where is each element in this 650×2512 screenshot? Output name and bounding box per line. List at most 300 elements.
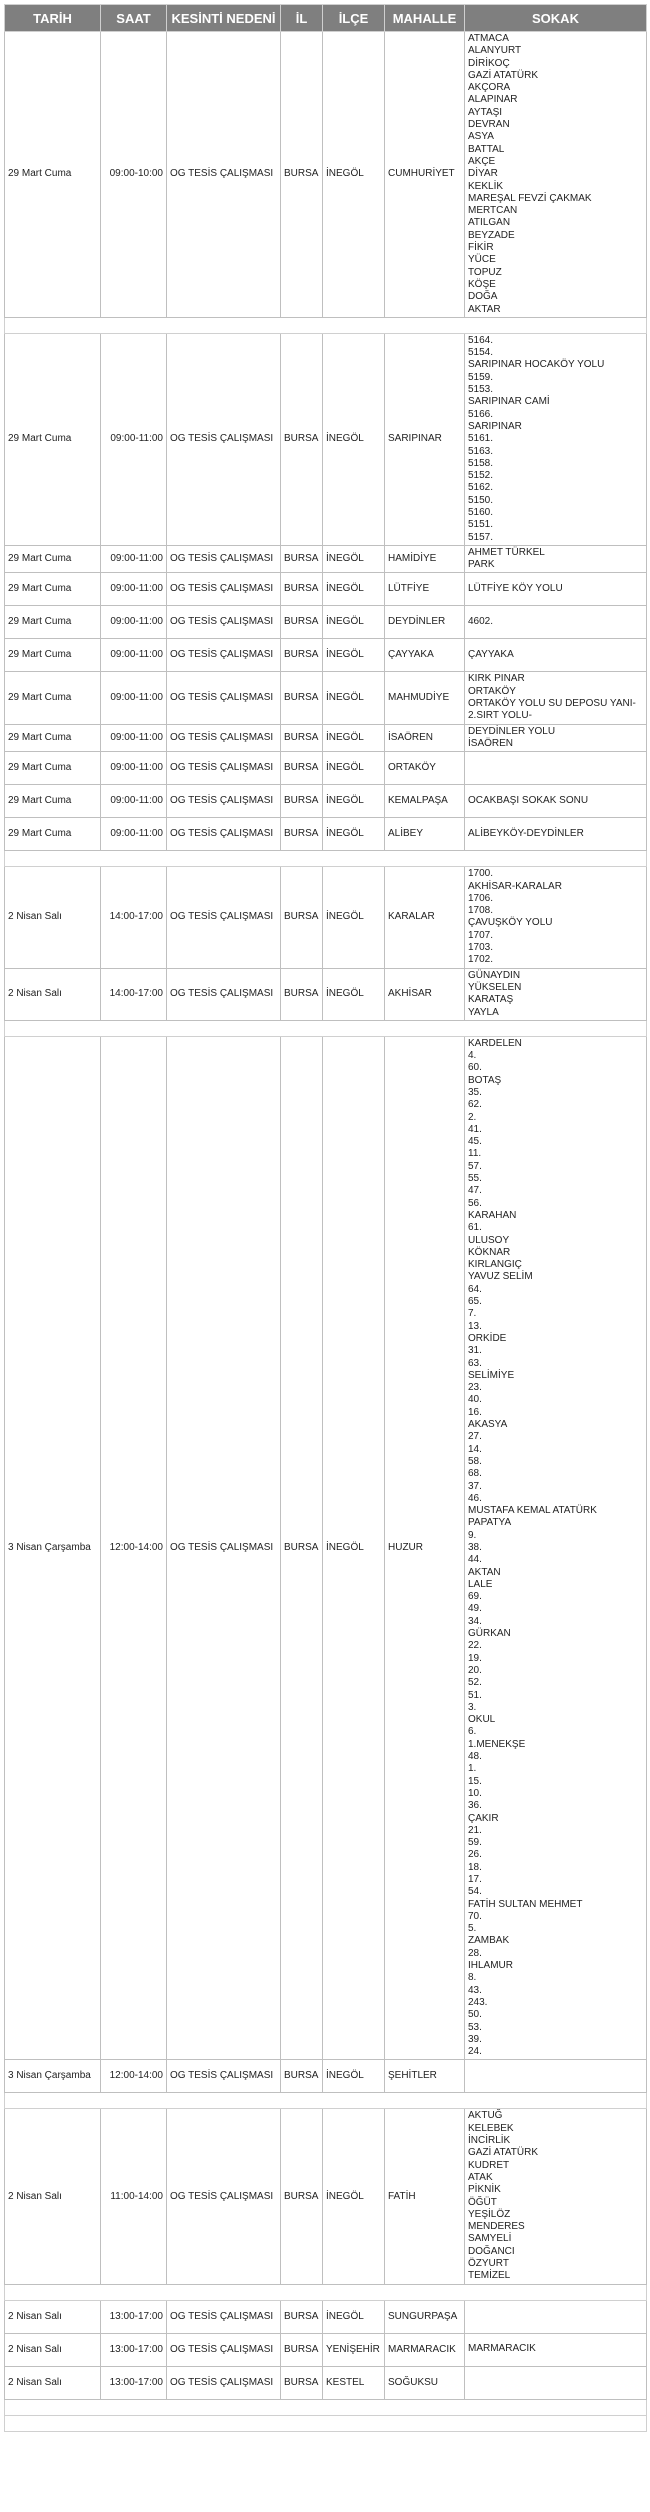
cell-kesinti-nedeni: OG TESİS ÇALIŞMASI bbox=[167, 573, 281, 606]
street-name: SARIPINAR CAMİ bbox=[468, 396, 550, 408]
street-name: 55. bbox=[468, 1173, 482, 1185]
spacer-row bbox=[5, 2284, 647, 2300]
street-name: KARATAŞ bbox=[468, 994, 514, 1006]
cell-kesinti-nedeni: OG TESİS ÇALIŞMASI bbox=[167, 32, 281, 318]
street-name: AYTAŞI bbox=[468, 106, 503, 118]
cell-saat: 09:00-11:00 bbox=[101, 606, 167, 639]
cell-mahalle: FATİH bbox=[385, 2109, 465, 2284]
cell-saat: 09:00-11:00 bbox=[101, 639, 167, 672]
street-name: 1706. bbox=[468, 892, 494, 904]
cell-il: BURSA bbox=[281, 2060, 323, 2093]
street-name: ORTAKÖY bbox=[468, 685, 516, 697]
street-name: 70. bbox=[468, 1910, 482, 1922]
cell-tarih: 2 Nisan Salı bbox=[5, 2366, 101, 2399]
street-name: 34. bbox=[468, 1615, 482, 1627]
street-name: BEYZADE bbox=[468, 229, 515, 241]
street-name: MENDERES bbox=[468, 2221, 525, 2233]
cell-sokak bbox=[465, 672, 647, 724]
cell-sokak bbox=[465, 1036, 647, 2060]
street-name: 47. bbox=[468, 1185, 482, 1197]
street-name: 22. bbox=[468, 1640, 482, 1652]
cell-mahalle: MARMARACIK bbox=[385, 2333, 465, 2366]
cell-il: BURSA bbox=[281, 2300, 323, 2333]
street-name: 5163. bbox=[468, 445, 494, 457]
cell-ilce: İNEGÖL bbox=[323, 1036, 385, 2060]
street-name: KIRLANGIÇ bbox=[468, 1259, 522, 1271]
cell-il: BURSA bbox=[281, 32, 323, 318]
cell-tarih: 29 Mart Cuma bbox=[5, 333, 101, 545]
street-name: 16. bbox=[468, 1406, 482, 1418]
street-name: 39. bbox=[468, 2033, 482, 2045]
street-name: AKASYA bbox=[468, 1419, 508, 1431]
street-name: PAPATYA bbox=[468, 1517, 512, 1529]
street-name: 44. bbox=[468, 1554, 482, 1566]
street-name: 5166. bbox=[468, 408, 494, 420]
cell-tarih: 29 Mart Cuma bbox=[5, 818, 101, 851]
street-name: DİYAR bbox=[468, 168, 498, 180]
street-name: AKÇORA bbox=[468, 82, 511, 94]
cell-saat: 12:00-14:00 bbox=[101, 2060, 167, 2093]
street-name: MAREŞAL FEVZİ ÇAKMAK bbox=[468, 192, 592, 204]
street-name: ÖĞÜT bbox=[468, 2196, 497, 2208]
cell-saat: 09:00-11:00 bbox=[101, 545, 167, 573]
street-name: 20. bbox=[468, 1664, 482, 1676]
cell-sokak bbox=[465, 2300, 647, 2333]
cell-saat: 09:00-10:00 bbox=[101, 32, 167, 318]
street-name: PARK bbox=[468, 559, 495, 571]
spacer-cell bbox=[5, 2284, 647, 2300]
cell-ilce: İNEGÖL bbox=[323, 639, 385, 672]
cell-tarih: 29 Mart Cuma bbox=[5, 639, 101, 672]
cell-tarih: 2 Nisan Salı bbox=[5, 2300, 101, 2333]
street-name: DEYDİNLER YOLU bbox=[468, 725, 556, 737]
cell-kesinti-nedeni: OG TESİS ÇALIŞMASI bbox=[167, 1036, 281, 2060]
power-outage-table bbox=[4, 4, 647, 2432]
cell-il: BURSA bbox=[281, 1036, 323, 2060]
cell-mahalle: ŞEHİTLER bbox=[385, 2060, 465, 2093]
street-name: OCAKBAŞI SOKAK SONU bbox=[468, 795, 589, 807]
cell-tarih: 29 Mart Cuma bbox=[5, 545, 101, 573]
street-name: FATİH SULTAN MEHMET bbox=[468, 1898, 583, 1910]
street-name: 5164. bbox=[468, 334, 494, 346]
cell-sokak bbox=[465, 573, 647, 606]
street-name: KÖŞE bbox=[468, 278, 496, 290]
street-name: 23. bbox=[468, 1382, 482, 1394]
cell-saat: 13:00-17:00 bbox=[101, 2333, 167, 2366]
cell-kesinti-nedeni: OG TESİS ÇALIŞMASI bbox=[167, 672, 281, 724]
street-name: 53. bbox=[468, 2021, 482, 2033]
street-name: 14. bbox=[468, 1443, 482, 1455]
table-row bbox=[5, 333, 647, 545]
street-name: LALE bbox=[468, 1578, 493, 1590]
street-name: PİKNİK bbox=[468, 2184, 501, 2196]
cell-tarih: 29 Mart Cuma bbox=[5, 672, 101, 724]
cell-tarih: 29 Mart Cuma bbox=[5, 785, 101, 818]
cell-il: BURSA bbox=[281, 2109, 323, 2284]
cell-il: BURSA bbox=[281, 724, 323, 752]
street-name: SARIPINAR HOCAKÖY YOLU bbox=[468, 359, 605, 371]
cell-sokak bbox=[465, 333, 647, 545]
street-name: 5161. bbox=[468, 433, 494, 445]
table-row bbox=[5, 2060, 647, 2093]
street-name: SAMYELİ bbox=[468, 2233, 512, 2245]
cell-saat: 09:00-11:00 bbox=[101, 752, 167, 785]
street-name: AKTAN bbox=[468, 1566, 501, 1578]
street-name: 45. bbox=[468, 1136, 482, 1148]
street-name: ALAPINAR bbox=[468, 94, 518, 106]
street-name: ZAMBAK bbox=[468, 1935, 510, 1947]
street-name: 69. bbox=[468, 1591, 482, 1603]
header-saat: SAAT bbox=[101, 5, 167, 32]
table-body bbox=[5, 32, 647, 2432]
street-name: 7. bbox=[468, 1308, 477, 1320]
street-name: 56. bbox=[468, 1197, 482, 1209]
street-name: YEŞİLÖZ bbox=[468, 2208, 511, 2220]
street-name: 6. bbox=[468, 1726, 477, 1738]
cell-kesinti-nedeni: OG TESİS ÇALIŞMASI bbox=[167, 818, 281, 851]
spacer-row bbox=[5, 1020, 647, 1036]
cell-saat: 12:00-14:00 bbox=[101, 1036, 167, 2060]
street-name: LÜTFİYE KÖY YOLU bbox=[468, 583, 563, 595]
spacer-row bbox=[5, 851, 647, 867]
cell-mahalle: ALİBEY bbox=[385, 818, 465, 851]
cell-ilce: İNEGÖL bbox=[323, 785, 385, 818]
street-name: 51. bbox=[468, 1689, 482, 1701]
street-name: DOĞANCI bbox=[468, 2245, 515, 2257]
spacer-cell bbox=[5, 2093, 647, 2109]
cell-mahalle: AKHİSAR bbox=[385, 968, 465, 1020]
street-name: SARIPINAR bbox=[468, 420, 522, 432]
cell-sokak bbox=[465, 606, 647, 639]
table-row bbox=[5, 2366, 647, 2399]
street-name: OKUL bbox=[468, 1714, 496, 1726]
cell-kesinti-nedeni: OG TESİS ÇALIŞMASI bbox=[167, 867, 281, 968]
table-row bbox=[5, 818, 647, 851]
street-name: ASYA bbox=[468, 131, 494, 143]
street-name: 1.MENEKŞE bbox=[468, 1738, 526, 1750]
cell-mahalle: ORTAKÖY bbox=[385, 752, 465, 785]
street-name: 3. bbox=[468, 1701, 477, 1713]
street-name: DİRİKOÇ bbox=[468, 57, 510, 69]
table-row bbox=[5, 968, 647, 1020]
cell-il: BURSA bbox=[281, 672, 323, 724]
street-name: BOTAŞ bbox=[468, 1074, 502, 1086]
cell-saat: 11:00-14:00 bbox=[101, 2109, 167, 2284]
cell-tarih: 2 Nisan Salı bbox=[5, 2109, 101, 2284]
spacer-cell bbox=[5, 1020, 647, 1036]
cell-saat: 09:00-11:00 bbox=[101, 724, 167, 752]
cell-sokak bbox=[465, 2333, 647, 2366]
street-name: 26. bbox=[468, 1849, 482, 1861]
cell-ilce: İNEGÖL bbox=[323, 968, 385, 1020]
street-name: İSAÖREN bbox=[468, 737, 514, 749]
street-name: 50. bbox=[468, 2009, 482, 2021]
street-name: 1703. bbox=[468, 942, 494, 954]
header-tarih: TARİH bbox=[5, 5, 101, 32]
cell-tarih: 29 Mart Cuma bbox=[5, 573, 101, 606]
street-name: AKTUĞ bbox=[468, 2110, 503, 2122]
street-name: MUSTAFA KEMAL ATATÜRK bbox=[468, 1505, 597, 1517]
cell-saat: 14:00-17:00 bbox=[101, 867, 167, 968]
street-name: ÇAKIR bbox=[468, 1812, 499, 1824]
cell-kesinti-nedeni: OG TESİS ÇALIŞMASI bbox=[167, 545, 281, 573]
street-name: 18. bbox=[468, 1861, 482, 1873]
street-name: 57. bbox=[468, 1160, 482, 1172]
street-name: 2.SIRT YOLU- bbox=[468, 710, 532, 722]
cell-sokak bbox=[465, 639, 647, 672]
header-il: İL bbox=[281, 5, 323, 32]
street-name: 62. bbox=[468, 1099, 482, 1111]
cell-mahalle: ÇAYYAKA bbox=[385, 639, 465, 672]
street-name: 8. bbox=[468, 1972, 477, 1984]
header-sokak: SOKAK bbox=[465, 5, 647, 32]
street-name: GAZİ ATATÜRK bbox=[468, 2147, 539, 2159]
street-name: 65. bbox=[468, 1296, 482, 1308]
street-name: 5154. bbox=[468, 347, 494, 359]
street-name: DEVRAN bbox=[468, 119, 510, 131]
street-name: 1702. bbox=[468, 954, 494, 966]
street-name: TOPUZ bbox=[468, 266, 502, 278]
street-name: 1708. bbox=[468, 905, 494, 917]
street-name: 1707. bbox=[468, 929, 494, 941]
table-row bbox=[5, 752, 647, 785]
spacer-cell bbox=[5, 317, 647, 333]
street-name: 243. bbox=[468, 1996, 488, 2008]
cell-ilce: İNEGÖL bbox=[323, 32, 385, 318]
street-name: 17. bbox=[468, 1874, 482, 1885]
street-name: KARDELEN bbox=[468, 1037, 522, 1049]
header-kesinti-nedeni: KESİNTİ NEDENİ bbox=[167, 5, 281, 32]
street-name: 5150. bbox=[468, 494, 494, 506]
street-name: 43. bbox=[468, 1984, 482, 1996]
cell-kesinti-nedeni: OG TESİS ÇALIŞMASI bbox=[167, 785, 281, 818]
street-name: 28. bbox=[468, 1947, 482, 1959]
cell-il: BURSA bbox=[281, 968, 323, 1020]
cell-ilce: İNEGÖL bbox=[323, 573, 385, 606]
cell-saat: 09:00-11:00 bbox=[101, 573, 167, 606]
cell-ilce: İNEGÖL bbox=[323, 2300, 385, 2333]
cell-ilce: İNEGÖL bbox=[323, 606, 385, 639]
street-name: 9. bbox=[468, 1529, 477, 1541]
street-name: ÖZYURT bbox=[468, 2258, 509, 2270]
street-name: ORTAKÖY YOLU SU DEPOSU YANI- bbox=[468, 698, 636, 710]
street-name: 5162. bbox=[468, 482, 494, 494]
street-name: 15. bbox=[468, 1775, 482, 1787]
street-name: 24. bbox=[468, 2046, 482, 2058]
street-name: 54. bbox=[468, 1886, 482, 1898]
cell-sokak bbox=[465, 2366, 647, 2399]
cell-saat: 09:00-11:00 bbox=[101, 333, 167, 545]
street-name: 1. bbox=[468, 1763, 477, 1775]
cell-ilce: İNEGÖL bbox=[323, 724, 385, 752]
street-name: 41. bbox=[468, 1123, 482, 1135]
cell-tarih: 29 Mart Cuma bbox=[5, 752, 101, 785]
street-name: YÜCE bbox=[468, 254, 496, 266]
cell-saat: 14:00-17:00 bbox=[101, 968, 167, 1020]
cell-kesinti-nedeni: OG TESİS ÇALIŞMASI bbox=[167, 2333, 281, 2366]
street-name: AKTAR bbox=[468, 303, 501, 315]
table-row bbox=[5, 606, 647, 639]
street-name: 64. bbox=[468, 1283, 482, 1295]
street-name: 38. bbox=[468, 1541, 482, 1553]
header-ilce: İLÇE bbox=[323, 5, 385, 32]
table-row bbox=[5, 2333, 647, 2366]
street-name: ALANYURT bbox=[468, 45, 522, 57]
cell-sokak bbox=[465, 2109, 647, 2284]
street-name: 5159. bbox=[468, 371, 494, 383]
street-name: IHLAMUR bbox=[468, 1960, 514, 1972]
cell-saat: 09:00-11:00 bbox=[101, 785, 167, 818]
cell-sokak bbox=[465, 818, 647, 851]
cell-tarih: 2 Nisan Salı bbox=[5, 968, 101, 1020]
table-row bbox=[5, 867, 647, 968]
cell-saat: 09:00-11:00 bbox=[101, 818, 167, 851]
cell-il: BURSA bbox=[281, 545, 323, 573]
street-name: 63. bbox=[468, 1357, 482, 1369]
street-name: FİKİR bbox=[468, 242, 494, 254]
street-name: 52. bbox=[468, 1677, 482, 1689]
spacer-row bbox=[5, 2415, 647, 2431]
cell-tarih: 3 Nisan Çarşamba bbox=[5, 1036, 101, 2060]
table-row bbox=[5, 2300, 647, 2333]
cell-mahalle: KARALAR bbox=[385, 867, 465, 968]
street-name: ÇAYYAKA bbox=[468, 649, 514, 661]
street-name: GÜNAYDIN bbox=[468, 969, 521, 981]
cell-kesinti-nedeni: OG TESİS ÇALIŞMASI bbox=[167, 606, 281, 639]
street-name: MARMARACIK bbox=[468, 2343, 536, 2355]
spacer-row bbox=[5, 317, 647, 333]
street-name: GAZİ ATATÜRK bbox=[468, 69, 539, 81]
cell-ilce: İNEGÖL bbox=[323, 867, 385, 968]
street-name: 58. bbox=[468, 1455, 482, 1467]
street-name: 68. bbox=[468, 1468, 482, 1480]
cell-il: BURSA bbox=[281, 2333, 323, 2366]
table-row bbox=[5, 724, 647, 752]
cell-il: BURSA bbox=[281, 785, 323, 818]
cell-sokak bbox=[465, 32, 647, 318]
street-name: 5153. bbox=[468, 384, 494, 396]
table-row bbox=[5, 573, 647, 606]
cell-mahalle: SUNGURPAŞA bbox=[385, 2300, 465, 2333]
cell-tarih: 29 Mart Cuma bbox=[5, 724, 101, 752]
street-name: KUDRET bbox=[468, 2159, 510, 2171]
street-name: TEMİZEL bbox=[468, 2270, 511, 2282]
cell-ilce: İNEGÖL bbox=[323, 2060, 385, 2093]
cell-ilce: İNEGÖL bbox=[323, 818, 385, 851]
street-name: 2. bbox=[468, 1111, 477, 1123]
spacer-cell bbox=[5, 2399, 647, 2415]
cell-sokak bbox=[465, 545, 647, 573]
street-name: 5157. bbox=[468, 531, 494, 543]
street-name: 5160. bbox=[468, 506, 494, 518]
street-name: KIRK PINAR bbox=[468, 673, 525, 685]
cell-tarih: 29 Mart Cuma bbox=[5, 606, 101, 639]
cell-tarih: 2 Nisan Salı bbox=[5, 2333, 101, 2366]
street-name: 4602. bbox=[468, 616, 494, 628]
street-name: 49. bbox=[468, 1603, 482, 1615]
cell-il: BURSA bbox=[281, 2366, 323, 2399]
street-name: ORKİDE bbox=[468, 1332, 507, 1344]
cell-kesinti-nedeni: OG TESİS ÇALIŞMASI bbox=[167, 2300, 281, 2333]
street-name: YÜKSELEN bbox=[468, 981, 522, 993]
street-name: 5158. bbox=[468, 457, 494, 469]
street-name: YAYLA bbox=[468, 1006, 499, 1018]
street-name: 60. bbox=[468, 1062, 482, 1074]
street-name: 35. bbox=[468, 1087, 482, 1098]
table-row bbox=[5, 672, 647, 724]
street-name: KELEBEK bbox=[468, 2122, 514, 2134]
street-name: MERTCAN bbox=[468, 205, 518, 217]
cell-mahalle: LÜTFİYE bbox=[385, 573, 465, 606]
street-name: 36. bbox=[468, 1800, 482, 1812]
cell-tarih: 2 Nisan Salı bbox=[5, 867, 101, 968]
cell-ilce: KESTEL bbox=[323, 2366, 385, 2399]
street-name: ATMACA bbox=[468, 33, 509, 44]
cell-mahalle: HAMİDİYE bbox=[385, 545, 465, 573]
street-name: 27. bbox=[468, 1431, 482, 1443]
cell-il: BURSA bbox=[281, 752, 323, 785]
cell-il: BURSA bbox=[281, 333, 323, 545]
cell-saat: 09:00-11:00 bbox=[101, 672, 167, 724]
cell-sokak bbox=[465, 867, 647, 968]
street-name: 5151. bbox=[468, 519, 494, 531]
cell-mahalle: DEYDİNLER bbox=[385, 606, 465, 639]
table-row bbox=[5, 1036, 647, 2060]
street-name: 48. bbox=[468, 1751, 482, 1763]
street-name: 21. bbox=[468, 1824, 482, 1836]
street-name: DOĞA bbox=[468, 291, 498, 303]
street-name: KARAHAN bbox=[468, 1209, 517, 1221]
street-name: ATILGAN bbox=[468, 217, 511, 229]
cell-sokak bbox=[465, 2060, 647, 2093]
cell-ilce: İNEGÖL bbox=[323, 672, 385, 724]
street-name: KÖKNAR bbox=[468, 1246, 511, 1258]
street-name: YAVUZ SELİM bbox=[468, 1271, 533, 1283]
cell-sokak bbox=[465, 968, 647, 1020]
cell-mahalle: SARIPINAR bbox=[385, 333, 465, 545]
street-name: AKHİSAR-KARALAR bbox=[468, 880, 562, 892]
header-mahalle: MAHALLE bbox=[385, 5, 465, 32]
cell-il: BURSA bbox=[281, 639, 323, 672]
street-name: 10. bbox=[468, 1787, 482, 1799]
cell-ilce: İNEGÖL bbox=[323, 333, 385, 545]
street-name: AHMET TÜRKEL bbox=[468, 546, 545, 558]
cell-sokak bbox=[465, 724, 647, 752]
street-name: KEKLİK bbox=[468, 180, 504, 192]
cell-ilce: YENİŞEHİR bbox=[323, 2333, 385, 2366]
street-name: İNCİRLİK bbox=[468, 2135, 511, 2147]
table-header-row bbox=[5, 5, 647, 32]
spacer-row bbox=[5, 2399, 647, 2415]
cell-kesinti-nedeni: OG TESİS ÇALIŞMASI bbox=[167, 333, 281, 545]
street-name: SELİMİYE bbox=[468, 1369, 515, 1381]
cell-mahalle: KEMALPAŞA bbox=[385, 785, 465, 818]
cell-ilce: İNEGÖL bbox=[323, 2109, 385, 2284]
cell-kesinti-nedeni: OG TESİS ÇALIŞMASI bbox=[167, 2060, 281, 2093]
cell-mahalle: SOĞUKSU bbox=[385, 2366, 465, 2399]
table-row bbox=[5, 639, 647, 672]
street-name: ATAK bbox=[468, 2171, 493, 2183]
cell-ilce: İNEGÖL bbox=[323, 752, 385, 785]
cell-saat: 13:00-17:00 bbox=[101, 2300, 167, 2333]
cell-sokak bbox=[465, 785, 647, 818]
cell-kesinti-nedeni: OG TESİS ÇALIŞMASI bbox=[167, 639, 281, 672]
cell-mahalle: İSAÖREN bbox=[385, 724, 465, 752]
spacer-cell bbox=[5, 2415, 647, 2431]
cell-mahalle: HUZUR bbox=[385, 1036, 465, 2060]
street-name: 59. bbox=[468, 1837, 482, 1849]
street-name: 13. bbox=[468, 1320, 482, 1332]
